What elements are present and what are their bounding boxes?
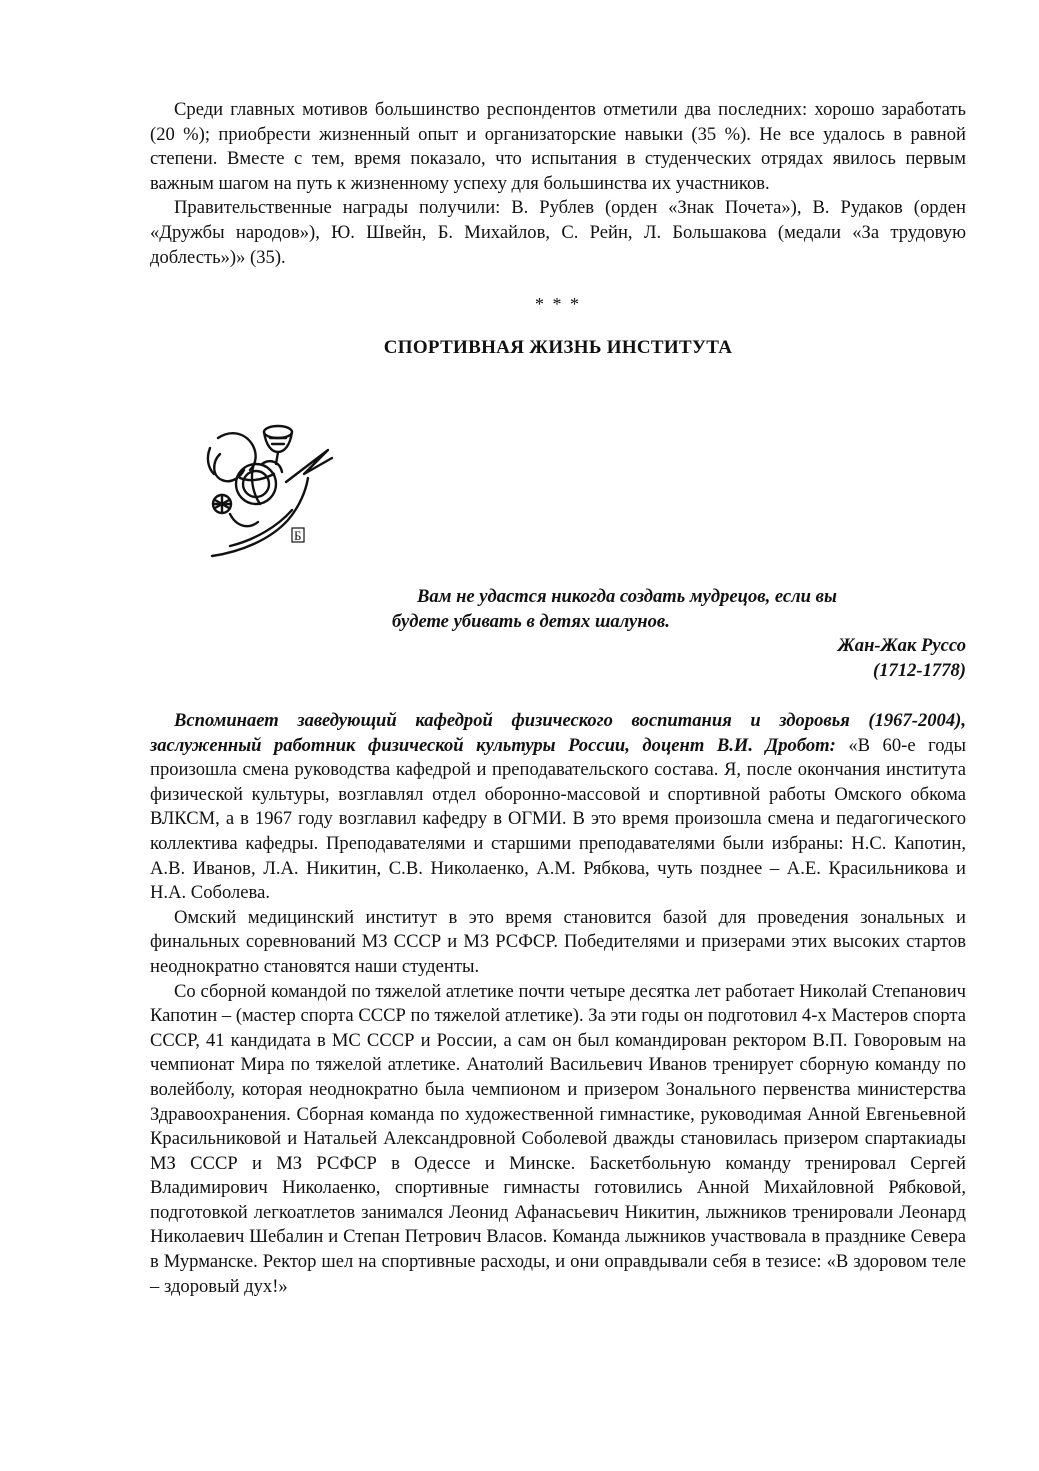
section-separator: * * * [535,294,581,315]
epigraph-author: Жан-Жак Руссо [837,635,966,657]
emblem-monogram: Б [294,528,302,543]
section-title: СПОРТИВНАЯ ЖИЗНЬ ИНСТИТУТА [383,337,733,359]
epigraph [392,585,966,683]
epigraph-years: (1712-1778) [873,659,966,681]
memoir-section [150,709,966,1299]
memoir-lead: Вспоминает заведующий кафедрой физического воспитания и здоровья (1967-2004), заслуженный работник физической культуры России, доцент В.И. Дробот: [150,710,966,756]
epigraph-line-2: будете убивать в детях шалунов. [392,610,670,632]
intro-section [150,98,966,359]
sport-emblem-drawing-icon [200,418,340,560]
intro-paragraph-1: Среди главных мотивов большинство респондентов отметили два последних: хорошо заработать (20 %); приобрести жизненный опыт и организаторские навыки (35 %). Не все удалось в равной степени. Вместе с тем, время показало, что испытания в студенческих отрядах явилось первым важным шагом на путь к жизненному успеху для большинства их участников. [150,99,966,194]
memoir-paragraph-3: Со сборной командой по тяжелой атлетике почти четыре десятка лет работает Николай Степанович Капотин – (мастер спорта СССР по тяжелой атлетике). За эти годы он подготовил 4-х Мастеров спорта СССР, 41 кандидата в МС СССР и России, а сам он был командирован ректором В.П. Говоровым на чемпионат Мира по тяжелой атлетике. Анатолий Васильевич Иванов тренирует сборную команду по волейболу, которая неоднократно была чемпионом и призером Зонального первенства министерства Здравоохранения. Сборная команда по художественной гимнастике, руководимая Анной Евгеньевной Красильниковой и Натальей Александровной Соболевой дважды становилась призером спартакиады МЗ СССР и МЗ РСФСР в Одессе и Минске. Баскетбольную команду тренировал Сергей Владимирович Николаенко, спортивные гимнасты готовились Анной Михайловной Рябковой, подготовкой легкоатлетов занимался Леонид Афанасьевич Никитин, лыжников тренировали Леонард Николаевич Шебалин и Степан Петрович Власов. Команда лыжников участвовала в празднике Севера в Мурманске. Ректор шел на спортивные расходы, и они оправдывали себя в тезисе: «В здоровом теле – здоровый дух!» [150,980,966,1297]
memoir-paragraph-2: Омский медицинский институт в это время становится базой для проведения зональных и финальных соревнований МЗ СССР и МЗ РСФСР. Победителями и призерами этих высоких стартов неоднократно становятся наши студенты. [150,906,966,977]
intro-paragraph-2: Правительственные награды получили: В. Рублев (орден «Знак Почета»), В. Рудаков (орден «Дружбы народов»), Ю. Швейн, Б. Михайлов, С. Рейн, Л. Большакова (медали «За трудовую доблесть»)» (35). [150,197,966,268]
memoir-paragraph-1 [150,709,966,906]
memoir-paragraph-1-text: «В 60-е годы произошла смена руководства кафедрой и преподавательского состава. Я, после окончания института физической культуры, возглавлял отдел оборонно-массовой и спортивной работы Омского обкома ВЛКСМ, а в 1967 году возглавил кафедру в ОГМИ. В это время произошла смена и педагогического коллектива кафедры. Преподавателями и старшими преподавателями были избраны: Н.С. Капотин, А.В. Иванов, Л.А. Никитин, С.В. Николаенко, А.М. Рябкова, чуть позднее – А.Е. Красильникова и Н.А. Соболева. [150,734,966,904]
epigraph-line-1: Вам не удастся никогда создать мудрецов, если вы [417,586,837,607]
